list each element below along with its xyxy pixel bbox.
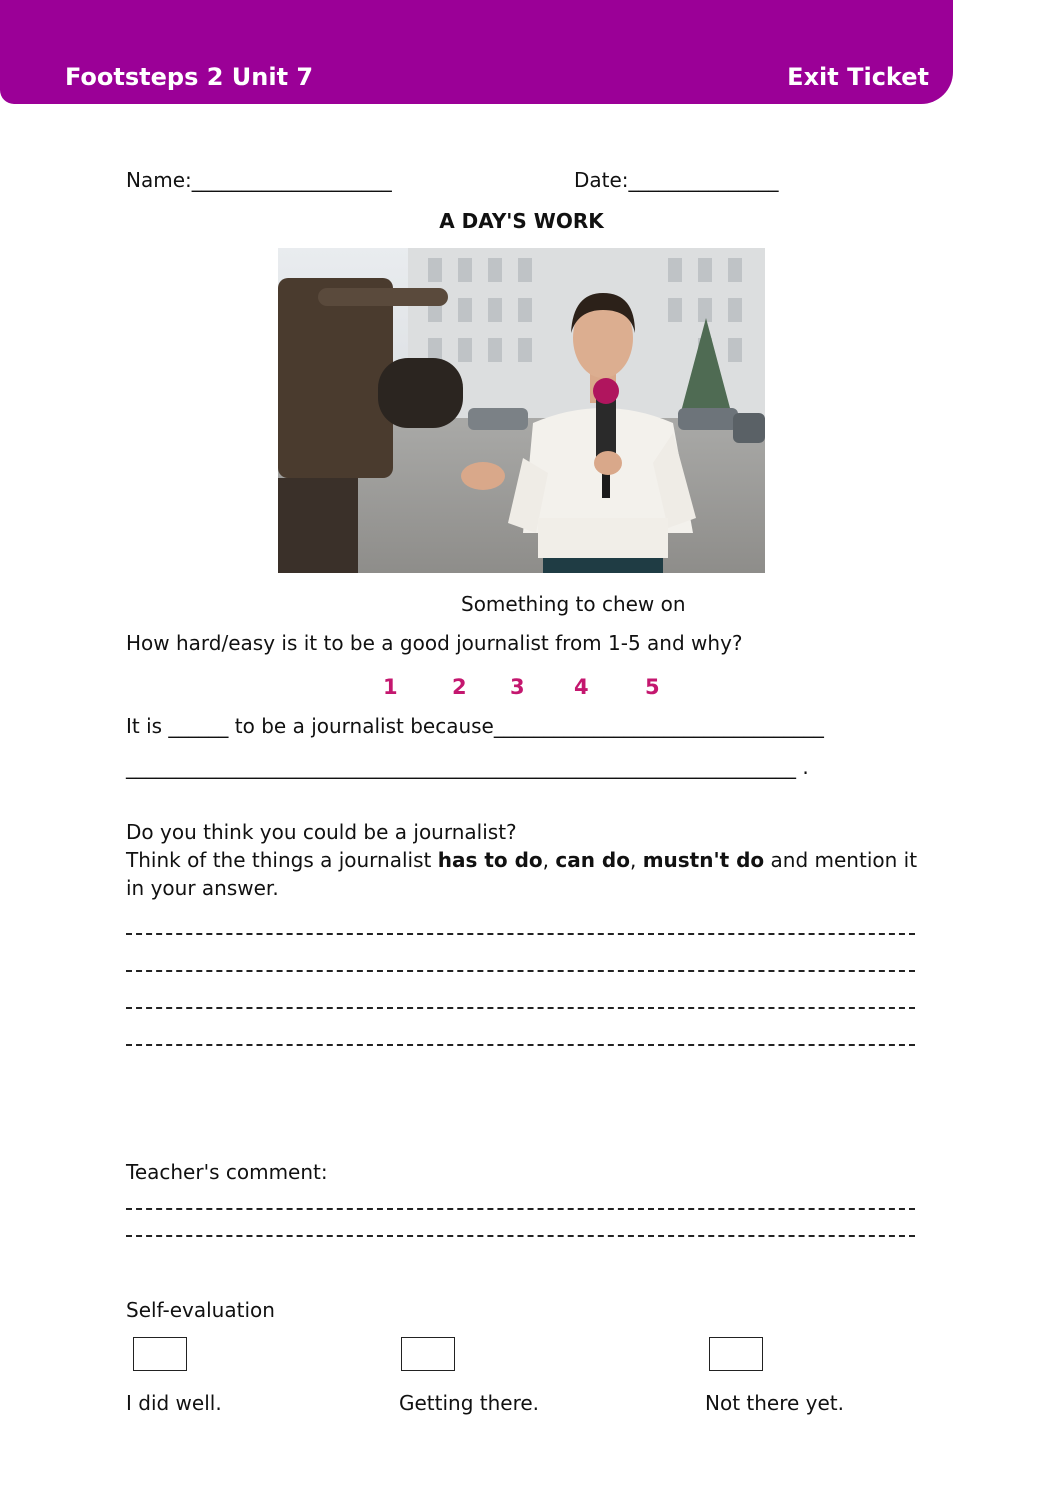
question2-line1: Do you think you could be a journalist? [126,820,517,844]
rating-option-3[interactable]: 3 [510,675,525,699]
keyword-has-to-do: has to do [437,848,543,872]
option-did-well: I did well. [126,1391,222,1415]
checkbox-not-there-yet[interactable] [709,1337,763,1371]
exit-ticket-title: Exit Ticket [787,63,929,91]
teacher-comment-line-1[interactable] [126,1208,915,1210]
rating-option-1[interactable]: 1 [383,675,398,699]
checkbox-did-well[interactable] [133,1337,187,1371]
keyword-mustnt-do: mustn't do [642,848,765,872]
option-not-there-yet: Not there yet. [705,1391,845,1415]
teacher-comment-line-2[interactable] [126,1235,915,1237]
name-field[interactable]: Name:____________________ [126,168,392,192]
answer-line-3[interactable] [126,1007,915,1009]
answer-line-4[interactable] [126,1044,915,1046]
teacher-comment-label: Teacher's comment: [126,1160,328,1184]
question1-continuation[interactable]: ___________________________________________________________________ . [126,755,809,779]
date-field[interactable]: Date:_______________ [574,168,779,192]
option-getting-there: Getting there. [399,1391,540,1415]
question1-sentence[interactable]: It is ______ to be a journalist because_________________________________ [126,714,824,738]
photo-caption: Something to chew on [461,592,686,616]
self-evaluation-label: Self-evaluation [126,1298,275,1322]
question2-text [126,818,926,902]
question1-prompt: How hard/easy is it to be a good journalist from 1-5 and why? [126,631,743,655]
answer-line-2[interactable] [126,970,915,972]
journalist-photo [278,248,765,573]
question2-line2: Think of the things a journalist has to do, can do, mustn't do and mention it in your answer. [126,848,918,900]
answer-line-1[interactable] [126,933,915,935]
rating-option-5[interactable]: 5 [645,675,660,699]
unit-title: Footsteps 2 Unit 7 [65,63,314,91]
header-banner [0,0,953,104]
page-title: A DAY'S WORK [439,209,604,233]
rating-option-2[interactable]: 2 [452,675,467,699]
keyword-can-do: can do [555,848,630,872]
rating-option-4[interactable]: 4 [574,675,589,699]
checkbox-getting-there[interactable] [401,1337,455,1371]
